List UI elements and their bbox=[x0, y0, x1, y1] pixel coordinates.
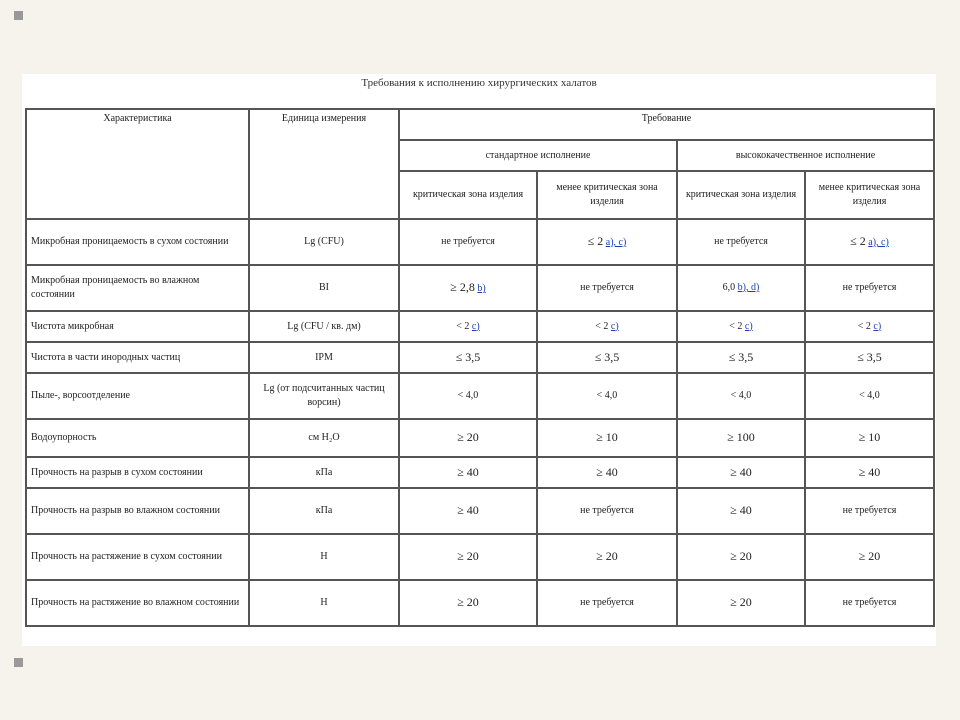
table-row bbox=[26, 457, 934, 488]
requirement-value-cell bbox=[399, 342, 537, 373]
footnote-link[interactable]: c) bbox=[471, 320, 480, 332]
header-less-critical-zone-high: менее критическая зона изделия bbox=[805, 171, 934, 219]
unit-cell: кПа bbox=[249, 488, 399, 534]
footnote-link[interactable]: c) bbox=[873, 320, 882, 332]
requirement-value-cell bbox=[399, 219, 537, 265]
requirement-value-cell bbox=[677, 419, 805, 457]
requirement-value-cell bbox=[399, 419, 537, 457]
requirement-value-cell bbox=[677, 373, 805, 419]
requirement-value-cell bbox=[537, 265, 677, 311]
requirement-value-cell bbox=[805, 373, 934, 419]
requirement-value: ≥ 40 bbox=[858, 464, 881, 479]
unit-cell: Н bbox=[249, 534, 399, 580]
requirement-value-cell bbox=[677, 342, 805, 373]
characteristic-cell: Чистота микробная bbox=[26, 311, 249, 342]
characteristic-cell: Микробная проницаемость в сухом состоянии bbox=[26, 219, 249, 265]
requirement-value: не требуется bbox=[580, 282, 634, 293]
slide-bullet-top bbox=[14, 11, 23, 20]
table-row bbox=[26, 311, 934, 342]
table-body bbox=[26, 219, 934, 626]
header-requirement: Требование bbox=[399, 109, 934, 140]
header-high-quality: высококачественное исполнение bbox=[677, 140, 934, 171]
requirement-value-cell bbox=[805, 419, 934, 457]
characteristic-cell: Прочность на растяжение в сухом состоянии bbox=[26, 534, 249, 580]
requirement-value-cell bbox=[537, 342, 677, 373]
requirement-value: не требуется bbox=[714, 236, 768, 247]
requirement-value: ≤ 3,5 bbox=[594, 349, 620, 364]
unit-cell: Lg (от подсчитанных частиц ворсин) bbox=[249, 373, 399, 419]
requirement-value: ≥ 20 bbox=[457, 549, 479, 563]
requirement-value-cell bbox=[399, 373, 537, 419]
requirement-value: ≤ 3,5 bbox=[728, 349, 754, 364]
header-standard: стандартное исполнение bbox=[399, 140, 677, 171]
requirement-value: не требуется bbox=[842, 505, 897, 516]
table-row bbox=[26, 373, 934, 419]
unit-cell: Lg (CFU / кв. дм) bbox=[249, 311, 399, 342]
requirement-value-cell bbox=[677, 488, 805, 534]
requirement-value-cell bbox=[805, 265, 934, 311]
requirement-value-cell bbox=[537, 373, 677, 419]
table-row bbox=[26, 342, 934, 373]
header-unit: Единица измерения bbox=[249, 109, 399, 219]
table-row bbox=[26, 534, 934, 580]
characteristic-cell: Прочность на растяжение во влажном состоянии bbox=[26, 580, 249, 626]
requirement-value: ≥ 20 bbox=[730, 595, 752, 609]
footnote-link[interactable]: c) bbox=[744, 320, 753, 332]
requirement-value-cell bbox=[399, 488, 537, 534]
characteristic-cell: Чистота в части инородных частиц bbox=[26, 342, 249, 373]
requirement-value-cell bbox=[805, 580, 934, 626]
requirement-value: < 2 bbox=[729, 320, 743, 332]
requirement-value-cell bbox=[805, 488, 934, 534]
requirement-value: ≥ 40 bbox=[730, 503, 752, 517]
requirement-value: ≤ 2 bbox=[587, 234, 604, 248]
table-row bbox=[26, 265, 934, 311]
requirement-value-cell bbox=[399, 457, 537, 488]
requirement-value: не требуется bbox=[580, 597, 634, 608]
unit-cell: Lg (CFU) bbox=[249, 219, 399, 265]
characteristic-cell: Водоупорность bbox=[26, 419, 249, 457]
header-less-critical-zone-standard: менее критическая зона изделия bbox=[537, 171, 677, 219]
characteristic-cell: Прочность на разрыв во влажном состоянии bbox=[26, 488, 249, 534]
characteristic-cell: Прочность на разрыв в сухом состоянии bbox=[26, 457, 249, 488]
requirements-table bbox=[25, 108, 935, 627]
requirement-value: не требуется bbox=[842, 282, 897, 293]
requirement-value: < 2 bbox=[595, 320, 609, 332]
header-critical-zone-high: критическая зона изделия bbox=[677, 171, 805, 219]
requirement-value: ≥ 20 bbox=[457, 595, 479, 609]
unit-cell: BI bbox=[249, 265, 399, 311]
requirement-value: < 4,0 bbox=[596, 390, 618, 401]
requirement-value-cell bbox=[805, 342, 934, 373]
requirement-value-cell bbox=[805, 219, 934, 265]
requirement-value-cell bbox=[537, 457, 677, 488]
requirement-value: ≤ 3,5 bbox=[857, 349, 882, 364]
unit-cell: см H₂O bbox=[249, 419, 399, 457]
requirement-value: ≥ 10 bbox=[596, 430, 618, 444]
footnote-link[interactable]: a), c) bbox=[605, 237, 627, 248]
requirement-value: < 4,0 bbox=[859, 390, 880, 401]
table-row bbox=[26, 219, 934, 265]
requirement-value-cell bbox=[537, 419, 677, 457]
requirement-value: < 4,0 bbox=[457, 390, 479, 401]
requirement-value-cell bbox=[805, 311, 934, 342]
requirement-value: < 2 bbox=[857, 320, 871, 332]
footnote-link[interactable]: b), d) bbox=[737, 282, 760, 293]
requirement-value-cell bbox=[537, 488, 677, 534]
requirement-value: ≥ 100 bbox=[727, 430, 755, 444]
requirement-value: не требуется bbox=[580, 505, 634, 516]
requirement-value-cell bbox=[537, 311, 677, 342]
characteristic-cell: Пыле-, ворсоотделение bbox=[26, 373, 249, 419]
requirement-value-cell bbox=[805, 534, 934, 580]
unit-cell: IPM bbox=[249, 342, 399, 373]
requirement-value: не требуется bbox=[842, 597, 897, 608]
requirement-value: ≥ 20 bbox=[858, 549, 881, 563]
requirement-value-cell bbox=[537, 534, 677, 580]
requirement-value-cell bbox=[677, 580, 805, 626]
requirement-value: ≤ 3,5 bbox=[455, 349, 481, 364]
header-characteristic: Характеристика bbox=[26, 109, 249, 219]
requirement-value: не требуется bbox=[441, 236, 495, 247]
footnote-link[interactable]: a), c) bbox=[868, 237, 889, 248]
table-row bbox=[26, 580, 934, 626]
requirement-value-cell bbox=[677, 311, 805, 342]
header-critical-zone-standard: критическая зона изделия bbox=[399, 171, 537, 219]
requirement-value-cell bbox=[677, 265, 805, 311]
requirement-value-cell bbox=[677, 219, 805, 265]
requirement-value: ≥ 2,8 bbox=[450, 280, 475, 294]
slide-bullet-bottom bbox=[14, 658, 23, 667]
requirement-value-cell bbox=[805, 457, 934, 488]
footnote-link[interactable]: c) bbox=[610, 320, 619, 332]
characteristic-cell: Микробная проницаемость во влажном состоянии bbox=[26, 265, 249, 311]
requirement-value-cell bbox=[537, 219, 677, 265]
table-title: Требования к исполнению хирургических халатов bbox=[361, 77, 597, 89]
unit-cell: кПа bbox=[249, 457, 399, 488]
requirement-value: 6,0 bbox=[722, 282, 736, 293]
requirement-value: ≥ 40 bbox=[457, 464, 479, 479]
requirement-value: ≥ 20 bbox=[457, 430, 479, 444]
requirement-value-cell bbox=[399, 580, 537, 626]
requirement-value: ≥ 10 bbox=[858, 430, 881, 444]
requirement-value: ≥ 20 bbox=[596, 549, 618, 563]
requirement-value: ≤ 2 bbox=[850, 234, 866, 248]
table-row bbox=[26, 488, 934, 534]
table-row bbox=[26, 419, 934, 457]
requirement-value-cell bbox=[537, 580, 677, 626]
requirement-value: < 4,0 bbox=[730, 390, 752, 401]
unit-cell: Н bbox=[249, 580, 399, 626]
footnote-link[interactable]: b) bbox=[477, 283, 486, 294]
requirement-value: ≥ 20 bbox=[730, 549, 752, 563]
requirement-value: ≥ 40 bbox=[730, 464, 752, 479]
requirement-value: < 2 bbox=[456, 320, 470, 332]
document-sheet bbox=[22, 74, 936, 646]
requirement-value: ≥ 40 bbox=[457, 503, 479, 517]
requirement-value-cell bbox=[399, 265, 537, 311]
requirement-value-cell bbox=[677, 534, 805, 580]
requirement-value-cell bbox=[399, 311, 537, 342]
requirement-value-cell bbox=[677, 457, 805, 488]
requirement-value-cell bbox=[399, 534, 537, 580]
requirement-value: ≥ 40 bbox=[596, 464, 618, 479]
